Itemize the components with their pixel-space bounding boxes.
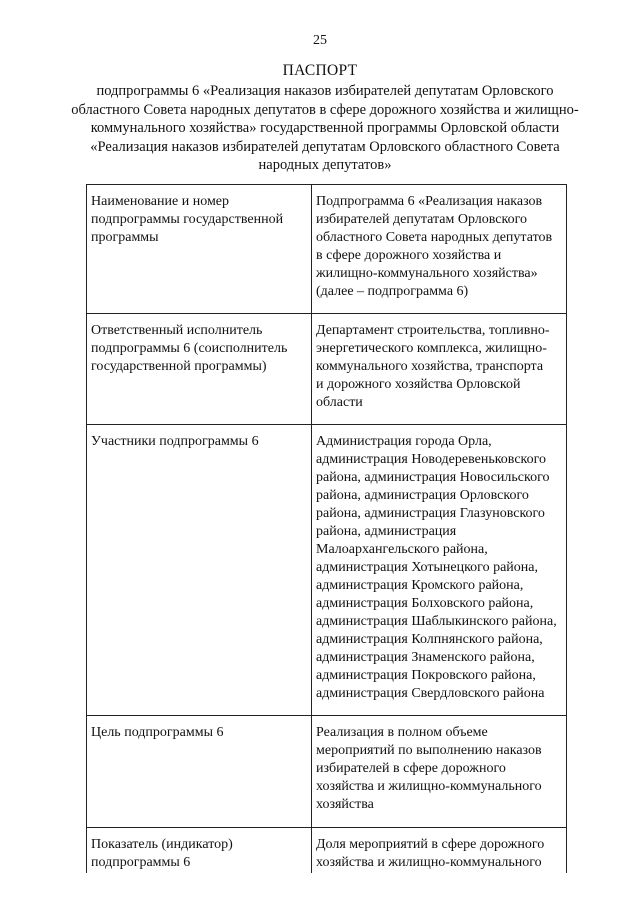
row-label-indicator: Показатель (индикатор) подпрограммы 6 — [87, 828, 312, 873]
row-value-indicator: Доля мероприятий в сфере дорожного хозяйства и жилищно-коммунального — [312, 828, 567, 873]
document-subtitle: подпрограммы 6 «Реализация наказов избирателей депутатам Орловского областного Совета народных депутатов в сфере дорожного хозяйства и жилищно-коммунального хозяйства» государственной программы Орловской области «Реализация наказов избирателей депутатам Орловского областного Совета народных депутатов» — [71, 83, 579, 173]
row-label-responsible-executor: Ответственный исполнитель подпрограммы 6 (соисполнитель государственной программы) — [87, 314, 312, 425]
row-value-participants: Администрация города Орла, администрация Новодеревеньковского района, администрация Новосильского района, администрация Орловского района, администрация Глазуновского района, администрация Малоархангельского района, администрация Хотынецкого района, администрация Кромского района, администрация Болховского района, администрация Шаблыкинского района, администрация Колпнянского района, администрация Знаменского района, администрация Покровского района, администрация Свердловского района — [312, 425, 567, 716]
document-title: ПАСПОРТ — [282, 62, 358, 79]
passport-table — [86, 184, 567, 873]
row-value-program-name: Подпрограмма 6 «Реализация наказов избирателей депутатам Орловского областного Совета народных депутатов в сфере дорожного хозяйства и жилищно-коммунального хозяйства» (далее – подпрограмма 6) — [312, 185, 567, 314]
page-number: 25 — [313, 33, 327, 48]
table-row — [87, 185, 567, 314]
row-label-goal: Цель подпрограммы 6 — [87, 716, 312, 828]
table-row — [87, 425, 567, 716]
row-label-participants: Участники подпрограммы 6 — [87, 425, 312, 716]
table-row — [87, 314, 567, 425]
table-row — [87, 716, 567, 828]
table-row — [87, 828, 567, 873]
row-value-responsible-executor: Департамент строительства, топливно- энергетического комплекса, жилищно- коммунального хозяйства, транспорта и дорожного хозяйства Орловской области — [312, 314, 567, 425]
row-value-goal: Реализация в полном объеме мероприятий по выполнению наказов избирателей в сфере дорожного хозяйства и жилищно-коммунального хозяйства — [312, 716, 567, 828]
row-label-program-name: Наименование и номер подпрограммы государственной программы — [87, 185, 312, 314]
